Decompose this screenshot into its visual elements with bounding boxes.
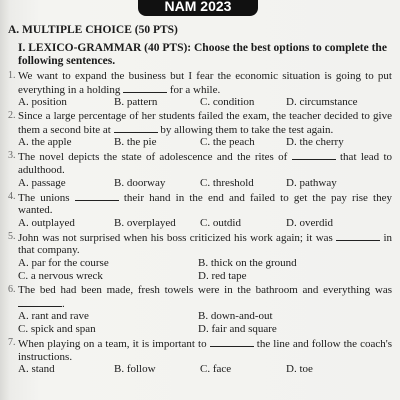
question-number: 4. [8, 190, 16, 202]
option-d[interactable]: D. circumstance [286, 96, 358, 109]
answer-blank [336, 231, 380, 241]
section-title: A. MULTIPLE CHOICE (50 PTS) [8, 24, 178, 36]
question-2 [8, 110, 392, 149]
option-d[interactable]: D. fair and square [198, 323, 277, 336]
option-d[interactable]: D. pathway [286, 176, 337, 189]
option-c[interactable]: C. face [200, 363, 232, 376]
option-a[interactable]: A. position [18, 96, 67, 109]
question-text: The bed had been made, fresh towels were in the bathroom and everything was . [18, 283, 392, 310]
answer-blank [292, 150, 336, 160]
option-d[interactable]: D. toe [286, 363, 313, 376]
option-d[interactable]: D. overdid [286, 216, 334, 229]
answer-blank [18, 297, 62, 307]
question-4 [8, 191, 392, 230]
option-b[interactable]: B. follow [114, 363, 156, 376]
option-b[interactable]: B. pattern [114, 96, 158, 109]
option-a[interactable]: A. stand [18, 363, 55, 376]
option-c[interactable]: C. threshold [200, 176, 254, 189]
option-a[interactable]: A. outplayed [18, 216, 75, 229]
question-number: 1. [8, 70, 16, 81]
question-text: We want to expand the business but I fear the economic situation is going to put everything in a holding for a while. [18, 70, 392, 96]
option-b[interactable]: B. doorway [114, 176, 166, 189]
option-a[interactable]: A. the apple [18, 136, 72, 149]
question-text: Since a large percentage of her students failed the exam, the teacher decided to give them a second bite at by allowing them to take the test again. [18, 110, 392, 136]
option-a[interactable]: A. rant and rave [18, 310, 89, 323]
option-d[interactable]: D. red tape [198, 269, 247, 282]
answer-blank [114, 123, 158, 133]
question-number: 3. [8, 150, 16, 162]
options [8, 310, 392, 336]
option-b[interactable]: B. down-and-out [198, 310, 273, 323]
options [8, 217, 392, 230]
question-3 [8, 150, 392, 189]
options [8, 257, 392, 283]
question-text: The unions their hand in the end and failed to get the pay rise they wanted. [18, 191, 392, 217]
answer-blank [210, 337, 254, 347]
option-a[interactable]: A. passage [18, 176, 66, 189]
question-text: John was not surprised when his boss criticized his work again; it was in that company. [18, 231, 393, 257]
part-title: I. LEXICO-GRAMMAR (40 PTS): Choose the best options to complete the following sentences. [18, 42, 387, 67]
question-5 [8, 231, 392, 283]
options [8, 363, 392, 376]
question-7 [8, 337, 392, 376]
exam-content [8, 24, 392, 376]
question-text: The novel depicts the state of adolescence and the rites of that lead to adulthood. [18, 151, 393, 176]
question-number: 5. [8, 230, 16, 242]
options [8, 177, 392, 190]
options [8, 136, 392, 149]
options [8, 96, 392, 109]
option-d[interactable]: D. the cherry [286, 136, 344, 149]
answer-blank [75, 191, 119, 201]
option-c[interactable]: C. a nervous wreck [18, 269, 103, 282]
option-b[interactable]: B. the pie [114, 136, 157, 149]
option-a[interactable]: A. par for the course [18, 256, 109, 269]
year-badge: NAM 2023 [138, 0, 258, 16]
question-6 [8, 284, 392, 336]
option-b[interactable]: B. thick on the ground [198, 256, 297, 269]
option-c[interactable]: C. condition [200, 96, 255, 109]
answer-blank [123, 83, 167, 93]
option-c[interactable]: C. spick and span [18, 323, 96, 336]
option-c[interactable]: C. outdid [200, 216, 241, 229]
question-number: 7. [8, 337, 16, 349]
question-1 [8, 70, 392, 109]
option-c[interactable]: C. the peach [200, 136, 255, 149]
option-b[interactable]: B. overplayed [114, 216, 176, 229]
question-number: 2. [8, 110, 16, 122]
question-text: When playing on a team, it is important to the line and follow the coach's instructions. [18, 338, 393, 363]
question-number: 6. [8, 283, 16, 295]
